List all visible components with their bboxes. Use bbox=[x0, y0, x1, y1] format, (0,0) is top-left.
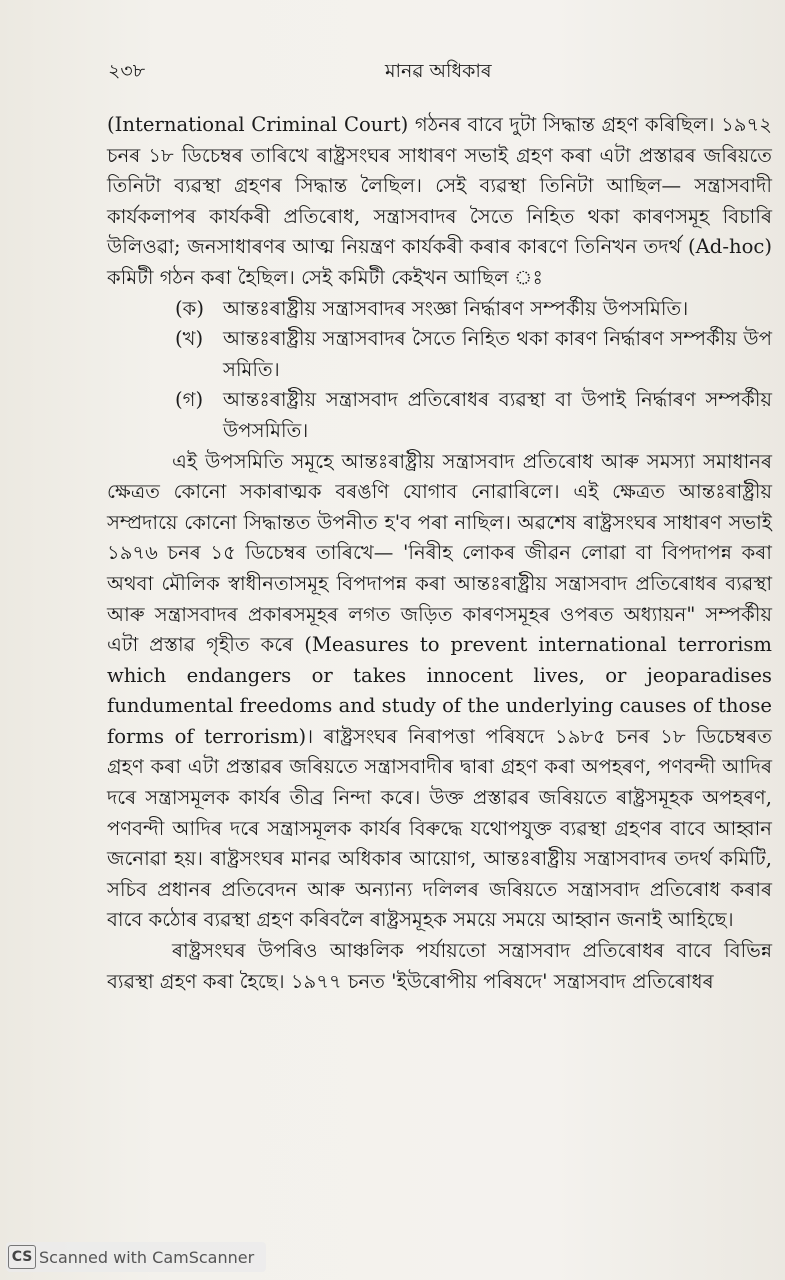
page-header bbox=[0, 55, 785, 85]
list-marker: (গ) bbox=[175, 388, 204, 412]
list-item-text: আন্তঃৰাষ্ট্ৰীয় সন্ত্ৰাসবাদৰ সংজ্ঞা নিৰ্দ্ধাৰণ সম্পৰ্কীয় উপসমিতি। bbox=[223, 296, 689, 320]
paragraph-2: এই উপসমিতি সমূহে আন্তঃৰাষ্ট্ৰীয় সন্ত্ৰাসবাদ প্ৰতিৰোধ আৰু সমস্যা সমাধানৰ ক্ষেত্ৰত কোনো সকাৰাত্মক বৰঙণি যোগাব নোৱাৰিলে। এই ক্ষেত্ৰত আন্তঃৰাষ্ট্ৰীয় সম্প্ৰদায়ে কোনো সিদ্ধান্তত উপনীত হ'ব পৰা নাছিল। অৱশেষ ৰাষ্ট্ৰসংঘৰ সাধাৰণ সভাই ১৯৭৬ চনৰ ১৫ ডিচেম্বৰ তাৰিখে— 'নিৰীহ লোকৰ জীৱন লোৱা বা বিপদাপন্ন কৰা অথবা মৌলিক স্বাধীনতাসমূহ বিপদাপন্ন কৰা আন্তঃৰাষ্ট্ৰীয় সন্ত্ৰাসবাদ প্ৰতিৰোধৰ ব্যৱস্থা আৰু সন্ত্ৰাসবাদৰ প্ৰকাৰসমূহৰ লগত জড়িত কাৰণসমূহৰ ওপৰত অধ্যায়ন" সম্পৰ্কীয় এটা প্ৰস্তাৱ গৃহীত কৰে (Measures to prevent international terrorism which endangers or takes innocent lives, or jeoparadises fundumental freedoms and study of the underlying causes of those forms of terrorism)। ৰাষ্ট্ৰসংঘৰ নিৰাপত্তা পৰিষদে ১৯৮৫ চনৰ ১৮ ডিচেম্বৰত গ্ৰহণ কৰা এটা প্ৰস্তাৱৰ জৰিয়তে সন্ত্ৰাসবাদীৰ দ্বাৰা গ্ৰহণ কৰা অপহৰণ, পণবন্দী আদিৰ দৰে সন্ত্ৰাসমূলক কাৰ্যৰ তীব্ৰ নিন্দা কৰে। উক্ত প্ৰস্তাৱৰ জৰিয়তে ৰাষ্ট্ৰসমূহক অপহৰণ, পণবন্দী আদিৰ দৰে সন্ত্ৰাসমূলক কাৰ্যৰ বিৰুদ্ধে যথোপযুক্ত ব্যৱস্থা গ্ৰহণৰ বাবে আহ্বান জনোৱা হয়। ৰাষ্ট্ৰসংঘৰ মানৱ অধিকাৰ আয়োগ, আন্তঃৰাষ্ট্ৰীয় সন্ত্ৰাসবাদৰ তদৰ্থ কমিটি, সচিব প্ৰধানৰ প্ৰতিবেদন আৰু অন্যান্য দলিলৰ জৰিয়তে সন্ত্ৰাসবাদ প্ৰতিৰোধ কৰাৰ বাবে কঠোৰ ব্যৱস্থা গ্ৰহণ কৰিবলৈ ৰাষ্ট্ৰসমূহক সময়ে সময়ে আহ্বান জনাই আহিছে। bbox=[107, 449, 772, 932]
list-marker: (খ) bbox=[175, 327, 204, 351]
list-item bbox=[175, 385, 772, 446]
committee-list bbox=[175, 294, 772, 447]
list-item bbox=[175, 324, 772, 385]
list-item-text: আন্তঃৰাষ্ট্ৰীয় সন্ত্ৰাসবাদৰ সৈতে নিহিত থকা কাৰণ নিৰ্দ্ধাৰণ সম্পৰ্কীয় উপ সমিতি। bbox=[223, 327, 772, 381]
paragraph-1: (International Criminal Court) গঠনৰ বাবে দুটা সিদ্ধান্ত গ্ৰহণ কৰিছিল। ১৯৭২ চনৰ ১৮ ডিচেম্বৰ তাৰিখে ৰাষ্ট্ৰসংঘৰ সাধাৰণ সভাই গ্ৰহণ কৰা এটা প্ৰস্তাৱৰ জৰিয়তে তিনিটা ব্যৱস্থা গ্ৰহণৰ সিদ্ধান্ত লৈছিল। সেই ব্যৱস্থা তিনিটা আছিল— সন্ত্ৰাসবাদী কাৰ্যকলাপৰ কাৰ্যকৰী প্ৰতিৰোধ, সন্ত্ৰাসবাদৰ সৈতে নিহিত থকা কাৰণসমূহ বিচাৰি উলিওৱা; জনসাধাৰণৰ আত্ম নিয়ন্ত্ৰণ কাৰ্যকৰী কৰাৰ কাৰণে তিনিখন তদৰ্থ (Ad-hoc) কমিটী গঠন কৰা হৈছিল। সেই কমিটী কেইখন আছিল ঃ bbox=[107, 113, 772, 289]
page-number: ২৩৮ bbox=[108, 60, 146, 82]
camscanner-watermark bbox=[6, 1242, 266, 1272]
paragraph-3: ৰাষ্ট্ৰসংঘৰ উপৰিও আঞ্চলিক পৰ্যায়তো সন্ত্ৰাসবাদ প্ৰতিৰোধৰ বাবে বিভিন্ন ব্যৱস্থা গ্ৰহণ কৰা হৈছে। ১৯৭৭ চনত 'ইউৰোপীয় পৰিষদে' সন্ত্ৰাসবাদ প্ৰতিৰোধৰ bbox=[107, 939, 772, 993]
watermark-text: Scanned with CamScanner bbox=[39, 1247, 255, 1267]
running-title: মানৱ অধিকাৰ bbox=[385, 60, 492, 82]
list-marker: (ক) bbox=[175, 296, 204, 320]
camscanner-logo-icon: CS bbox=[8, 1245, 36, 1269]
list-item-text: আন্তঃৰাষ্ট্ৰীয় সন্ত্ৰাসবাদ প্ৰতিৰোধৰ ব্যৱস্থা বা উপাই নিৰ্দ্ধাৰণ সম্পৰ্কীয় উপসমিতি। bbox=[223, 388, 772, 442]
list-item bbox=[175, 294, 772, 325]
body-text bbox=[107, 110, 772, 997]
